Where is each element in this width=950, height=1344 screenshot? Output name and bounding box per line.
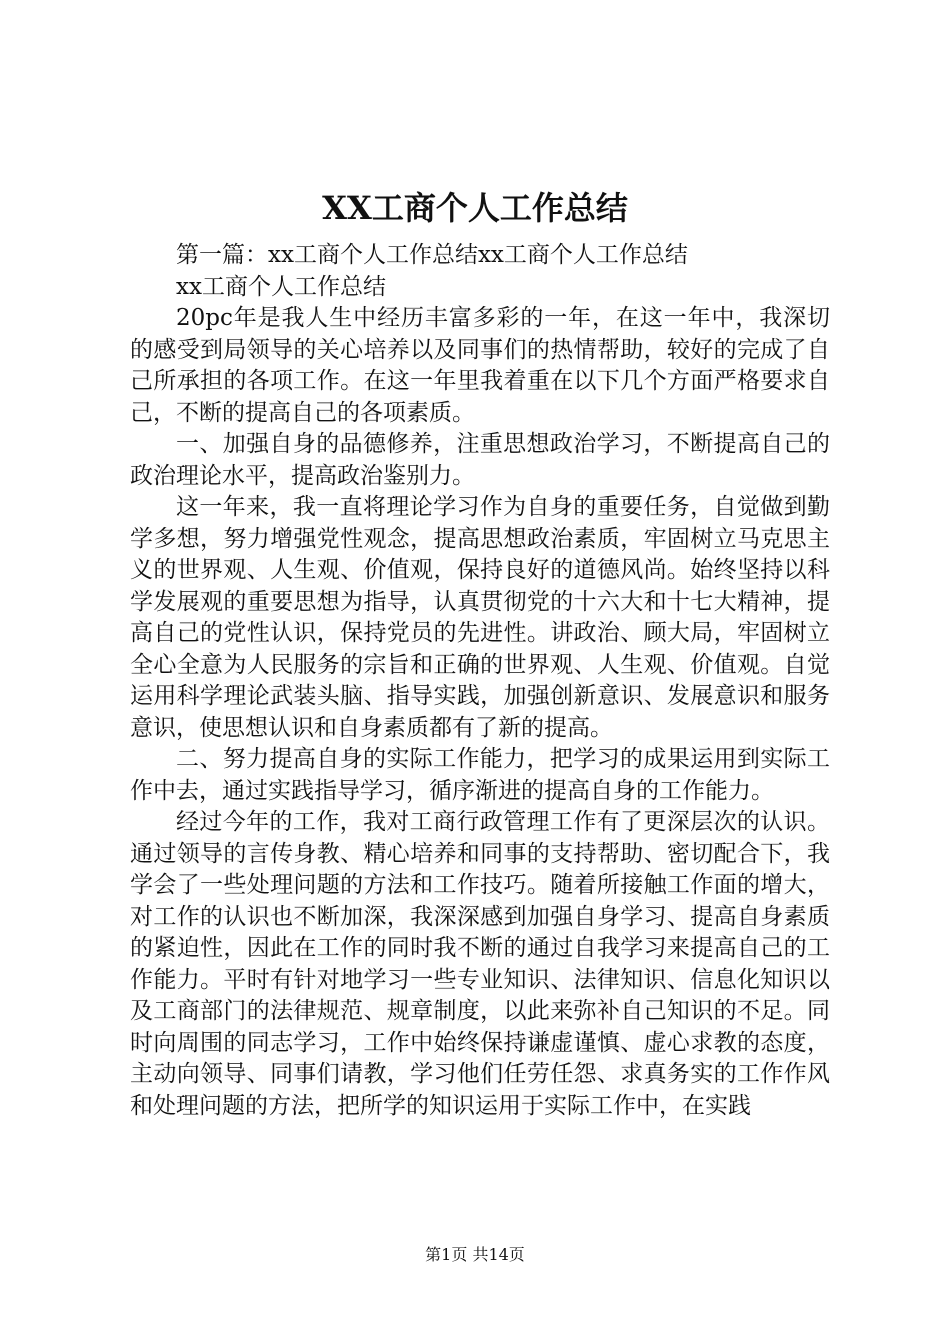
- paragraph-intro: 20pc年是我人生中经历丰富多彩的一年，在这一年中，我深切的感受到局领导的关心培养以及同事们的热情帮助，较好的完成了自己所承担的各项工作。在这一年里我着重在以下几个方面严格要求自己，不断的提高自己的各项素质。: [130, 305, 830, 426]
- paragraph-section-2-heading: 二、努力提高自身的实际工作能力，把学习的成果运用到实际工作中去，通过实践指导学习，循序渐进的提高自身的工作能力。: [130, 746, 830, 804]
- page-number-footer: 第1页 共14页: [425, 1245, 525, 1264]
- paragraph-heading: xx工商个人工作总结: [176, 273, 386, 300]
- paragraph-subtitle: 第一篇：xx工商个人工作总结xx工商个人工作总结: [176, 242, 688, 268]
- document-title: XX工商个人工作总结: [322, 189, 628, 227]
- document-body: [130, 240, 830, 1122]
- paragraph-section-2-body: 经过今年的工作，我对工商行政管理工作有了更深层次的认识。通过领导的言传身教、精心培养和同事的支持帮助、密切配合下，我学会了一些处理问题的方法和工作技巧。随着所接触工作面的增大，对工作的认识也不断加深，我深深感到加强自身学习、提高自身素质的紧迫性，因此在工作的同时我不断的通过自我学习来提高自己的工作能力。平时有针对地学习一些专业知识、法律知识、信息化知识以及工商部门的法律规范、规章制度，以此来弥补自己知识的不足。同时向周围的同志学习，工作中始终保持谦虚谨慎、虚心求教的态度，主动向领导、同事们请教，学习他们任劳任怨、求真务实的工作作风和处理问题的方法，把所学的知识运用于实际工作中，在实践: [130, 809, 830, 1119]
- paragraph-section-1-body: 这一年来，我一直将理论学习作为自身的重要任务，自觉做到勤学多想，努力增强党性观念，提高思想政治素质，牢固树立马克思主义的世界观、人生观、价值观，保持良好的道德风尚。始终坚持以科学发展观的重要思想为指导，认真贯彻党的十六大和十七大精神，提高自己的党性认识，保持党员的先进性。讲政治、顾大局，牢固树立全心全意为人民服务的宗旨和正确的世界观、人生观、价值观。自觉运用科学理论武装头脑、指导实践，加强创新意识、发展意识和服务意识，使思想认识和自身素质都有了新的提高。: [130, 494, 830, 741]
- paragraph-section-1-heading: 一、加强自身的品德修养，注重思想政治学习，不断提高自己的政治理论水平，提高政治鉴别力。: [130, 431, 830, 489]
